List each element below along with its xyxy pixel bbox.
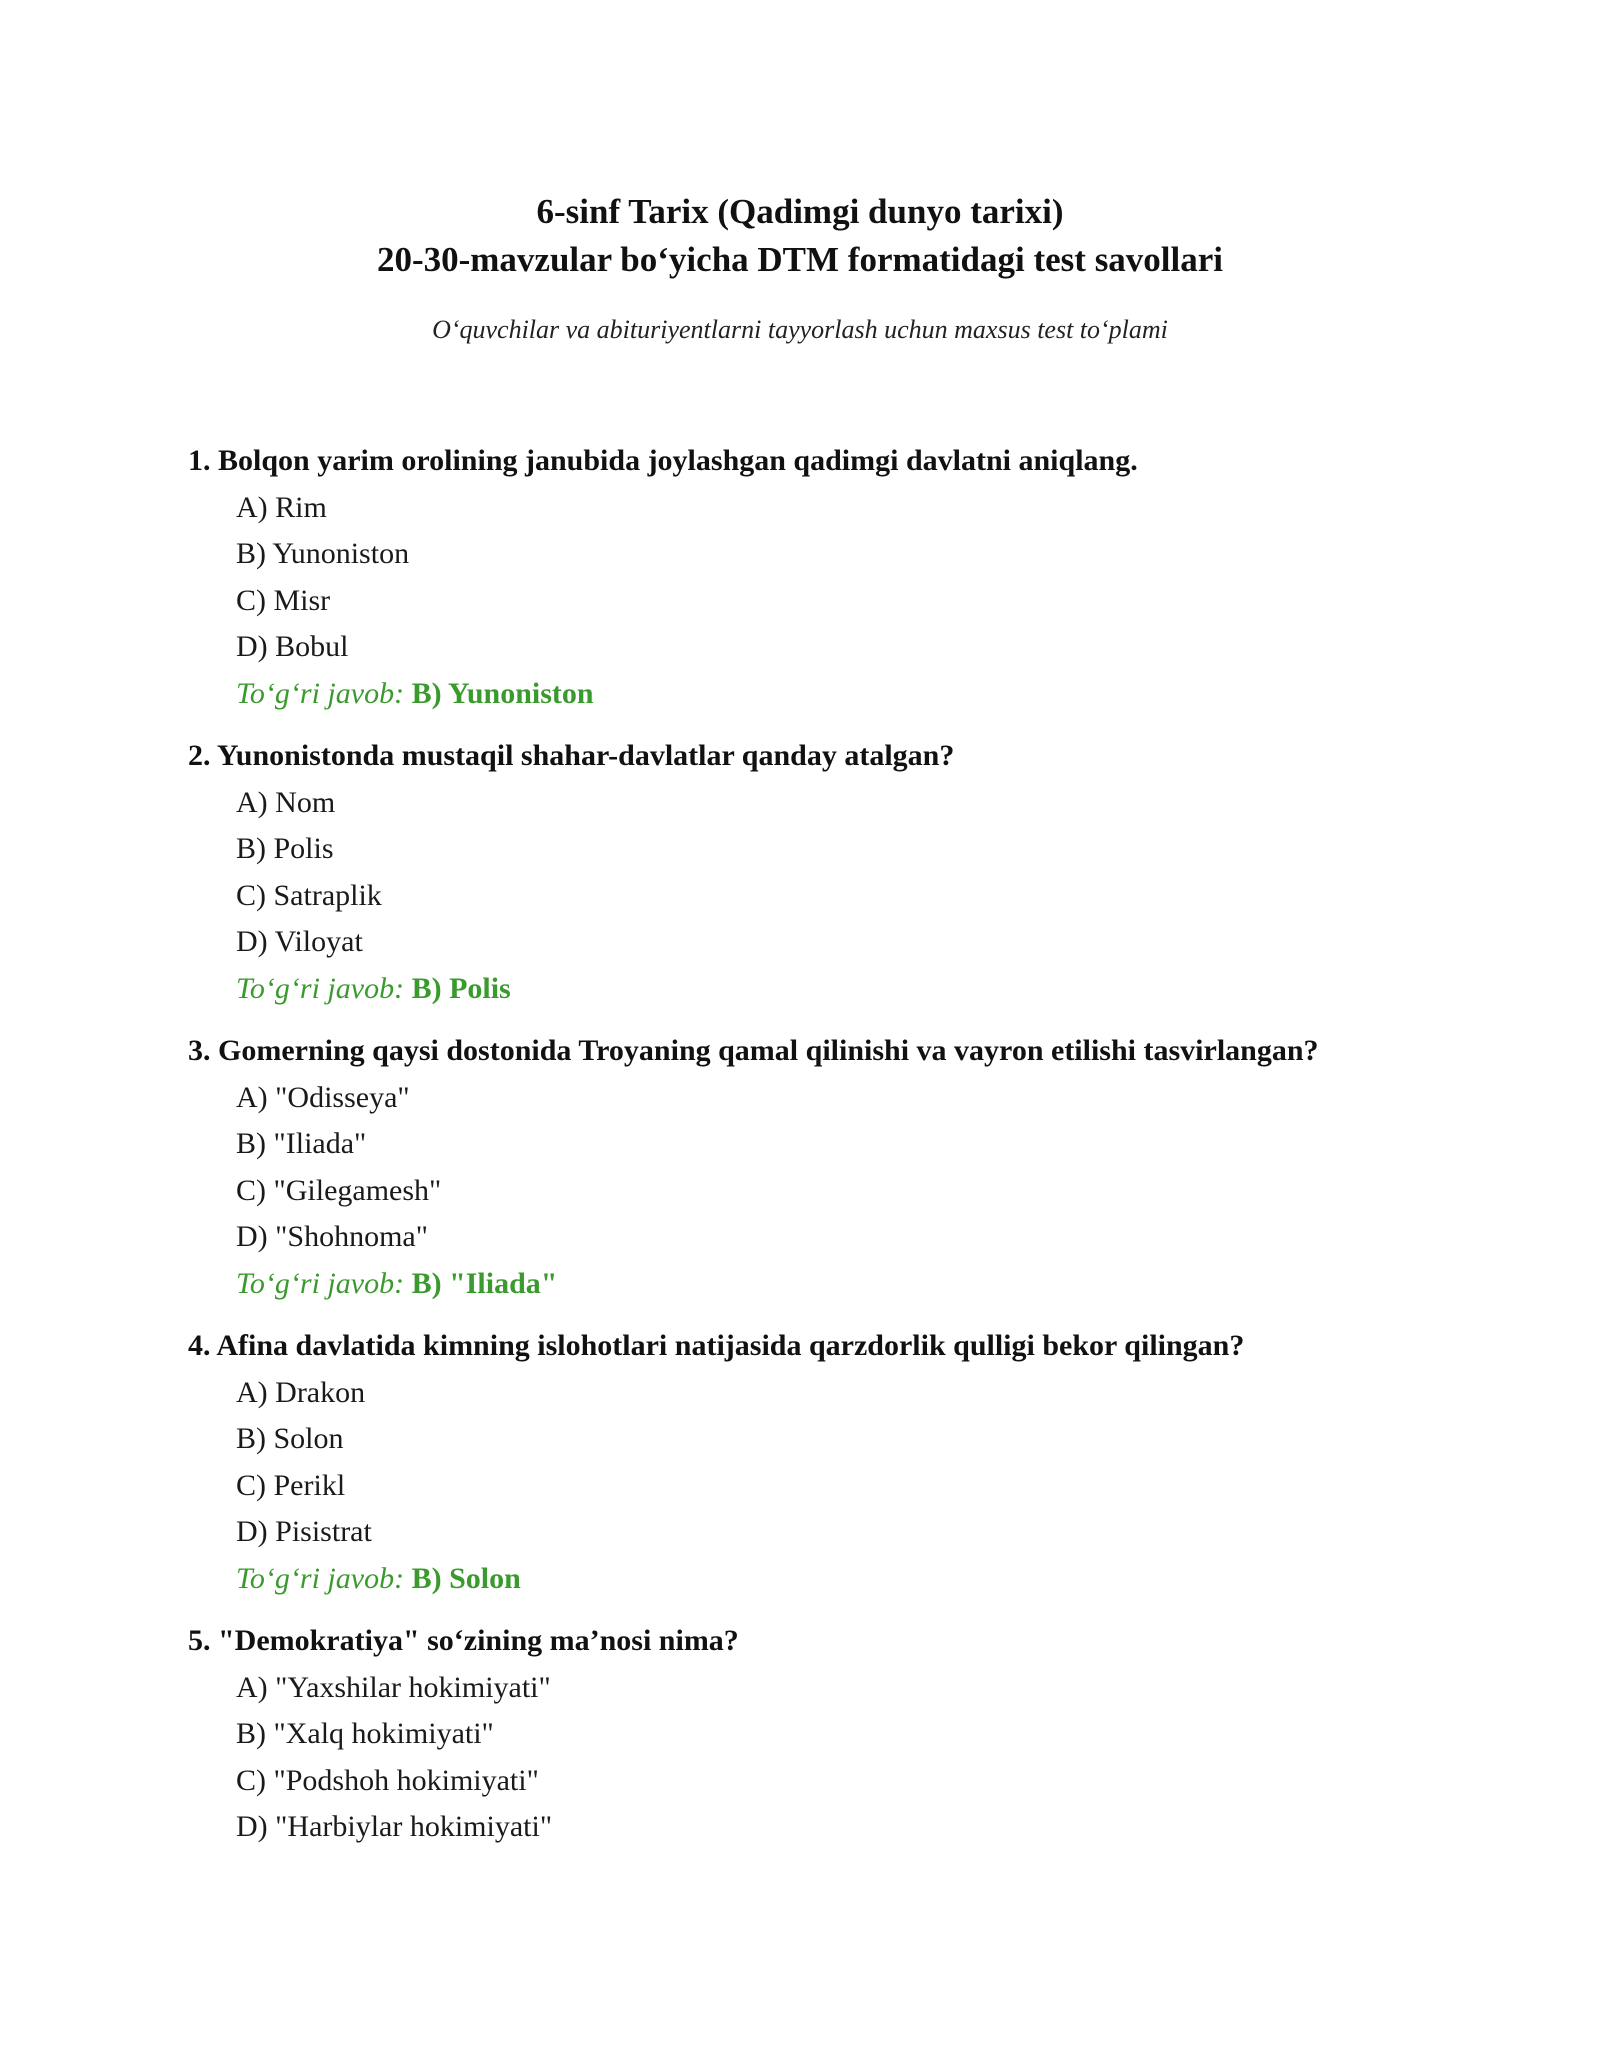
correct-answer xyxy=(188,671,1448,718)
option-c: C) Perikl xyxy=(236,1468,346,1502)
question-text: 4. Afina davlatida kimning islohotlari natijasida qarzdorlik qulligi bekor qilingan? xyxy=(188,1329,1245,1362)
question-text: 5. "Demokratiya" so‘zining ma’nosi nima? xyxy=(188,1624,739,1657)
answer-label: To‘g‘ri javob: xyxy=(236,1266,405,1300)
correct-answer xyxy=(188,966,1448,1013)
question-3 xyxy=(188,1028,1448,1307)
answer-label: To‘g‘ri javob: xyxy=(236,1561,405,1595)
correct-answer xyxy=(188,1261,1448,1308)
question-text: 2. Yunonistonda mustaqil shahar-davlatlar qanday atalgan? xyxy=(188,739,955,772)
option-c: C) Misr xyxy=(236,583,331,617)
title-line-1: 6-sinf Tarix (Qadimgi dunyo tarixi) xyxy=(536,192,1064,231)
answer-value: B) Yunoniston xyxy=(411,676,594,710)
option-a: A) "Yaxshilar hokimiyati" xyxy=(236,1670,551,1704)
title-line-2: 20-30-mavzular bo‘yicha DTM formatidagi test savollari xyxy=(376,240,1224,279)
answer-label: To‘g‘ri javob: xyxy=(236,971,405,1005)
option-b: B) "Iliada" xyxy=(236,1127,367,1160)
option-c: C) Satraplik xyxy=(236,878,382,912)
correct-answer xyxy=(188,1556,1448,1603)
answer-value: B) Solon xyxy=(411,1561,521,1595)
question-list xyxy=(188,438,1448,1867)
option-a: A) Drakon xyxy=(236,1375,366,1409)
option-d: D) Viloyat xyxy=(236,925,363,958)
document-subtitle: O‘quvchilar va abituriyentlarni tayyorlash uchun maxsus test to‘plami xyxy=(432,315,1168,344)
option-c: C) "Podshoh hokimiyati" xyxy=(236,1763,539,1797)
option-b: B) Solon xyxy=(236,1422,344,1455)
answer-label: To‘g‘ri javob: xyxy=(236,676,405,710)
question-1 xyxy=(188,438,1448,717)
question-text: 1. Bolqon yarim orolining janubida joylashgan qadimgi davlatni aniqlang. xyxy=(188,444,1138,477)
question-4 xyxy=(188,1323,1448,1602)
option-b: B) Yunoniston xyxy=(236,537,410,570)
option-a: A) "Odisseya" xyxy=(236,1080,410,1114)
option-d: D) Pisistrat xyxy=(236,1515,372,1548)
option-d: D) "Harbiylar hokimiyati" xyxy=(236,1810,553,1843)
option-a: A) Rim xyxy=(236,490,327,524)
option-b: B) "Xalq hokimiyati" xyxy=(236,1717,494,1750)
answer-value: B) "Iliada" xyxy=(411,1266,558,1300)
document-header xyxy=(0,188,1600,347)
question-5 xyxy=(188,1618,1448,1851)
option-a: A) Nom xyxy=(236,785,336,819)
answer-value: B) Polis xyxy=(411,971,511,1005)
option-d: D) Bobul xyxy=(236,630,349,663)
question-2 xyxy=(188,733,1448,1012)
option-b: B) Polis xyxy=(236,832,334,865)
option-d: D) "Shohnoma" xyxy=(236,1220,428,1253)
option-c: C) "Gilegamesh" xyxy=(236,1173,442,1207)
question-text: 3. Gomerning qaysi dostonida Troyaning qamal qilinishi va vayron etilishi tasvirlangan? xyxy=(188,1034,1319,1067)
